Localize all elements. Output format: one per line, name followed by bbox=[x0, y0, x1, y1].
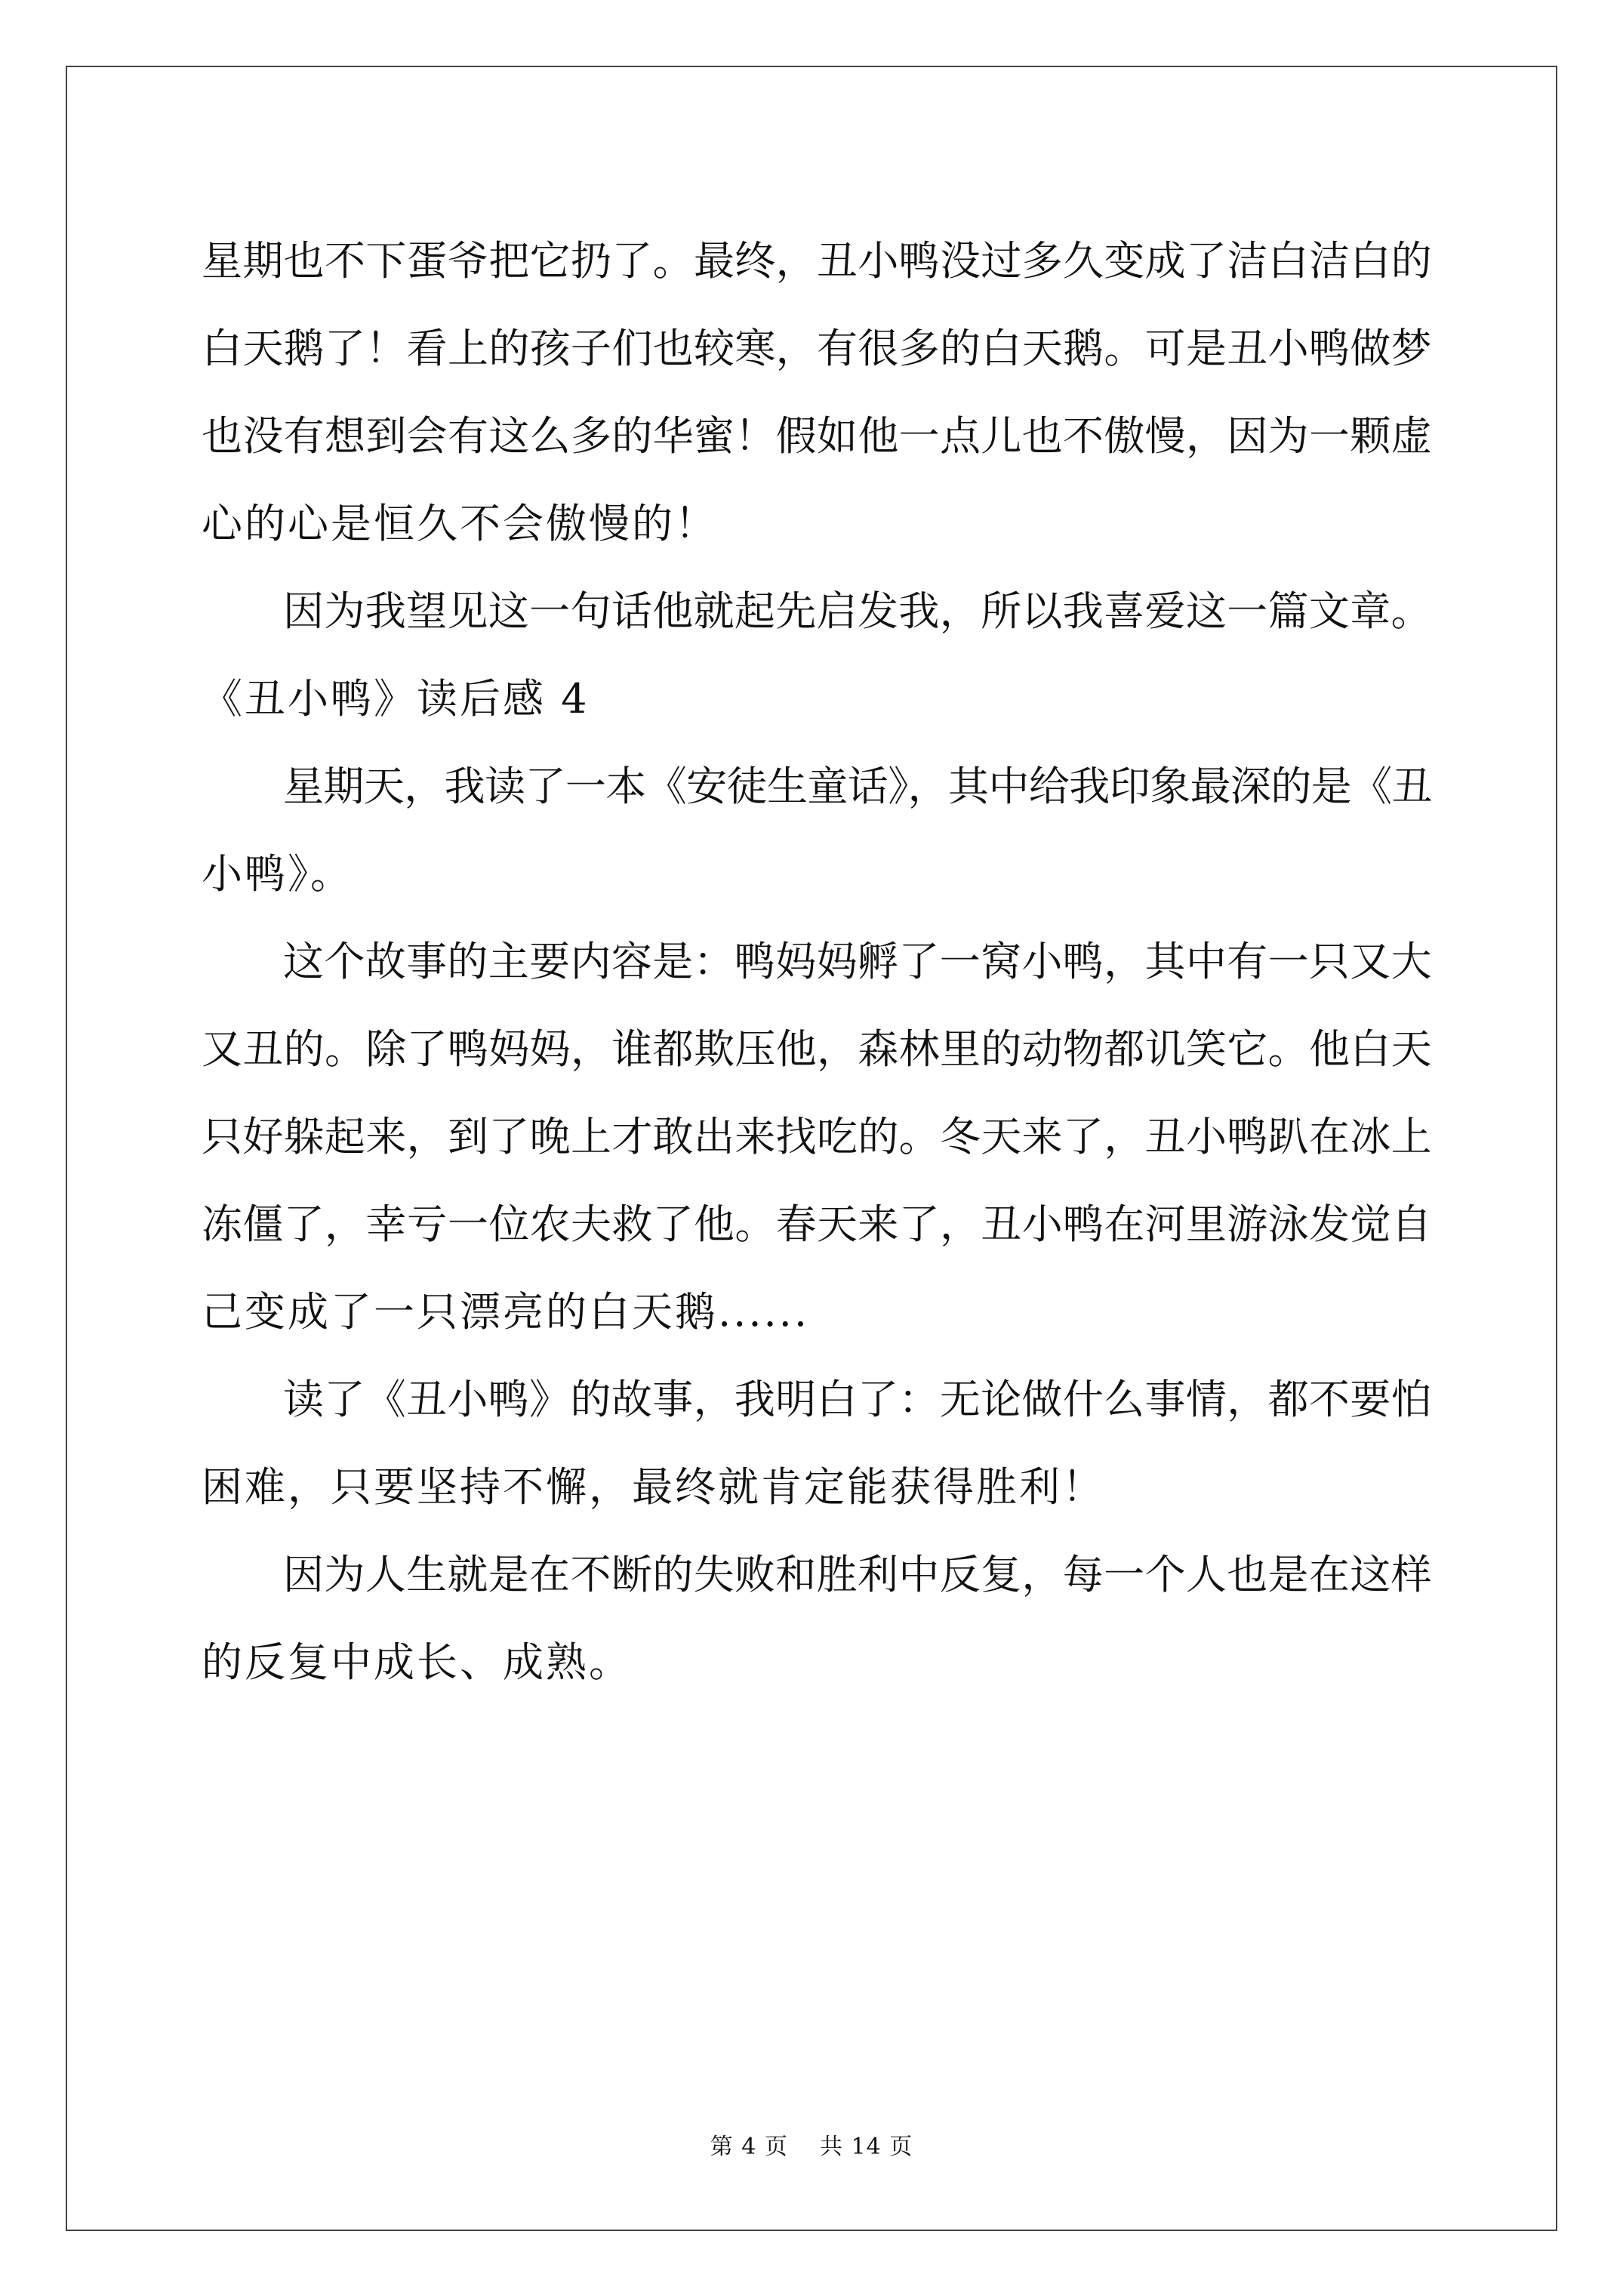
text-line: 星期也不下蛋爷把它扔了。最终，丑小鸭没过多久变成了洁白洁白的 bbox=[202, 237, 1432, 285]
text-line: 只好躲起来，到了晚上才敢出来找吃的。冬天来了，丑小鸭趴在冰上 bbox=[202, 1113, 1432, 1160]
text-line: 这个故事的主要内容是：鸭妈妈孵了一窝小鸭，其中有一只又大 bbox=[283, 938, 1432, 985]
text-line: 星期天，我读了一本《安徒生童话》，其中给我印象最深的是《丑 bbox=[283, 763, 1432, 810]
page-footer: 第 4 页 共 14 页 bbox=[710, 2134, 913, 2160]
text-line: 又丑的。除了鸭妈妈，谁都欺压他，森林里的动物都讥笑它。他白天 bbox=[202, 1025, 1432, 1073]
text-line: 读了《丑小鸭》的故事，我明白了：无论做什么事情，都不要怕 bbox=[283, 1376, 1432, 1423]
text-line: 困难，只要坚持不懈，最终就肯定能获得胜利！ bbox=[202, 1463, 1105, 1511]
text-line: 也没有想到会有这么多的华蜜！假如他一点儿也不傲慢，因为一颗虚 bbox=[202, 412, 1432, 460]
text-line: 冻僵了，幸亏一位农夫救了他。春天来了，丑小鸭在河里游泳发觉自 bbox=[202, 1200, 1432, 1248]
text-line: 的反复中成长、成熟。 bbox=[202, 1638, 632, 1686]
text-line: 白天鹅了！看上的孩子们也较寒，有很多的白天鹅。可是丑小鸭做梦 bbox=[202, 325, 1432, 372]
text-line: 心的心是恒久不会傲慢的！ bbox=[202, 500, 718, 547]
text-line: 因为人生就是在不断的失败和胜利中反复，每一个人也是在这样 bbox=[283, 1551, 1432, 1598]
text-line: 小鸭》。 bbox=[202, 850, 353, 898]
text-line: 《丑小鸭》读后感 4 bbox=[202, 675, 590, 723]
text-line: 因为我望见这一句话他就起先启发我，所以我喜爱这一篇文章。 bbox=[283, 587, 1432, 635]
text-line: 己变成了一只漂亮的白天鹅...... bbox=[202, 1288, 809, 1336]
document-body bbox=[202, 217, 1432, 1706]
